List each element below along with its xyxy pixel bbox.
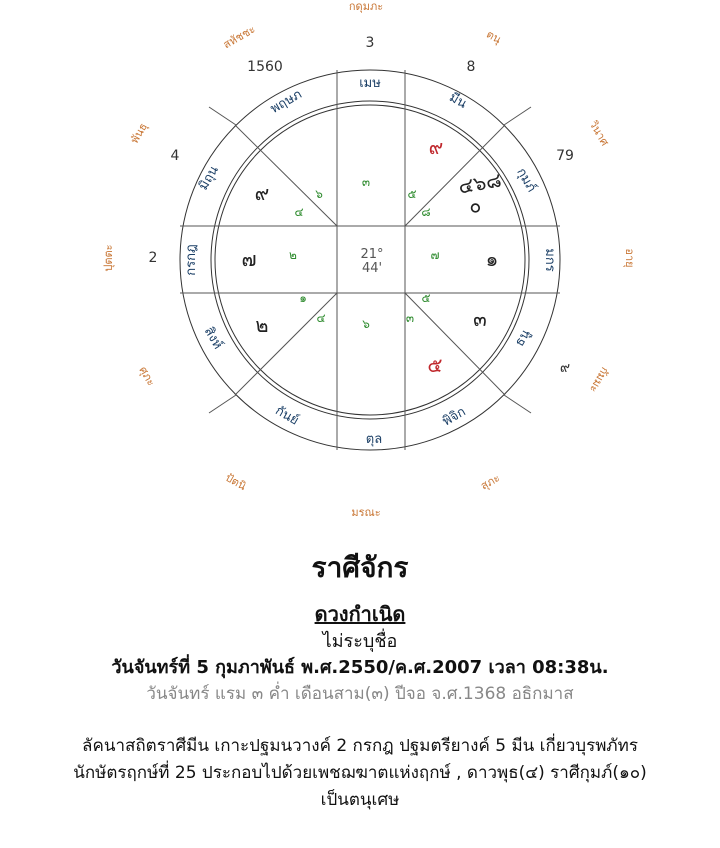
sign-label-mes: เมษ bbox=[359, 76, 381, 91]
outer-number-9: ๙ bbox=[559, 360, 571, 376]
center-degree: 21° bbox=[360, 247, 384, 262]
sign-label-kan: กันย์ bbox=[272, 403, 302, 429]
outer-number-4: 4 bbox=[170, 148, 180, 164]
green-number-top-right-b: ๘ bbox=[421, 205, 431, 219]
green-number-top-left-b: ๔ bbox=[294, 205, 304, 219]
outer-label-kadumpha: กดุมภะ bbox=[348, 0, 384, 13]
outer-number-1560: 1560 bbox=[247, 59, 283, 75]
outer-number-3: 3 bbox=[365, 35, 375, 51]
sign-label-min: มีน bbox=[446, 90, 470, 112]
chart-subtitle: ดวงกำเนิด bbox=[314, 602, 406, 626]
sign-label-mithun: มิถุน bbox=[196, 163, 222, 193]
house-number-3: ๓ bbox=[473, 307, 487, 331]
chart-title: ราศีจักร bbox=[311, 551, 409, 584]
red-number-9: ๙ bbox=[428, 135, 444, 159]
outer-label-supha: สุภะ bbox=[478, 471, 503, 493]
outer-label-marana: มรณะ bbox=[351, 506, 381, 519]
green-number-left: ๒ bbox=[289, 248, 297, 262]
green-number-bottom-right-a: ๕ bbox=[421, 291, 431, 305]
green-number-top-center: ๓ bbox=[361, 175, 371, 189]
person-name: ไม่ระบุชื่อ bbox=[322, 631, 398, 652]
outer-label-patni: ปัตนิ bbox=[223, 470, 249, 494]
sign-label-sing: สิงห์ bbox=[200, 324, 226, 352]
center-minute: 44' bbox=[361, 261, 383, 276]
green-number-bottom-left-a: ๑ bbox=[299, 291, 307, 305]
green-number-right: ๗ bbox=[430, 248, 440, 262]
sign-label-phichik: พิจิก bbox=[440, 404, 469, 430]
sign-label-makon: มกร bbox=[542, 248, 557, 272]
green-number-bottom-right-b: ๓ bbox=[405, 311, 415, 325]
outer-label-ayu: อายุ bbox=[623, 248, 636, 268]
house-number-9: ๙ bbox=[254, 181, 270, 205]
outer-label-supha-2: ศุภะ bbox=[136, 364, 158, 389]
sign-label-thanu: ธนู bbox=[512, 327, 534, 350]
lunar-date-line: วันจันทร์ แรม ๓ ค่ำ เดือนสาม(๓) ปีจอ จ.ศ.1368 อธิกมาส bbox=[146, 684, 574, 704]
outer-label-winat: วินาศ bbox=[586, 118, 612, 149]
house-number-7: ๗ bbox=[241, 247, 257, 271]
house-number-468: ๔๖๘ bbox=[456, 167, 504, 199]
sign-label-tun: ตุล bbox=[365, 432, 383, 447]
chart-description: ลัคนาสถิตราศีมีน เกาะปฐมนวางค์ 2 กรกฎ ปฐมตรียางค์ 5 มีน เกี่ยวบุรพภัทรนักษัตรฤกษ์ที่ 25 ประกอบไปด้วยเพชฌฆาตแห่งฤกษ์ , ดาวพุธ(๔) ราศีกุมภ์(๑๐) เป็นตนุเศษ bbox=[73, 736, 647, 810]
outer-label-tanu: ตนุ bbox=[484, 27, 504, 47]
birth-date-line: วันจันทร์ที่ 5 กุมภาพันธ์ พ.ศ.2550/ค.ศ.2007 เวลา 08:38น. bbox=[111, 657, 609, 678]
house-number-1: ๑ bbox=[485, 247, 499, 271]
outer-label-sahatchaya: สหัชชะ bbox=[220, 22, 258, 52]
outer-number-79: 79 bbox=[556, 148, 574, 164]
house-number-2: ๒ bbox=[255, 313, 269, 337]
sign-label-kum: กุมภ์ bbox=[513, 165, 539, 195]
sign-label-phruet: พฤษภ bbox=[267, 87, 305, 117]
red-number-5: ๕ bbox=[427, 353, 443, 377]
outer-number-2: 2 bbox=[148, 250, 158, 266]
house-number-0: ๐ bbox=[461, 201, 485, 215]
outer-label-puttha: ปุตตะ bbox=[102, 244, 115, 272]
green-number-bottom-center: ๖ bbox=[362, 317, 370, 331]
green-number-bottom-left-b: ๔ bbox=[316, 311, 326, 325]
outer-number-8: 8 bbox=[466, 59, 476, 75]
outer-label-kammam: กัมมะ bbox=[586, 364, 612, 395]
outer-label-phanthu: พันธุ bbox=[127, 120, 150, 146]
green-number-top-left-a: ๖ bbox=[315, 187, 323, 201]
sign-label-karakot: กรกฎ bbox=[184, 244, 199, 276]
green-number-top-right-a: ๕ bbox=[407, 187, 417, 201]
